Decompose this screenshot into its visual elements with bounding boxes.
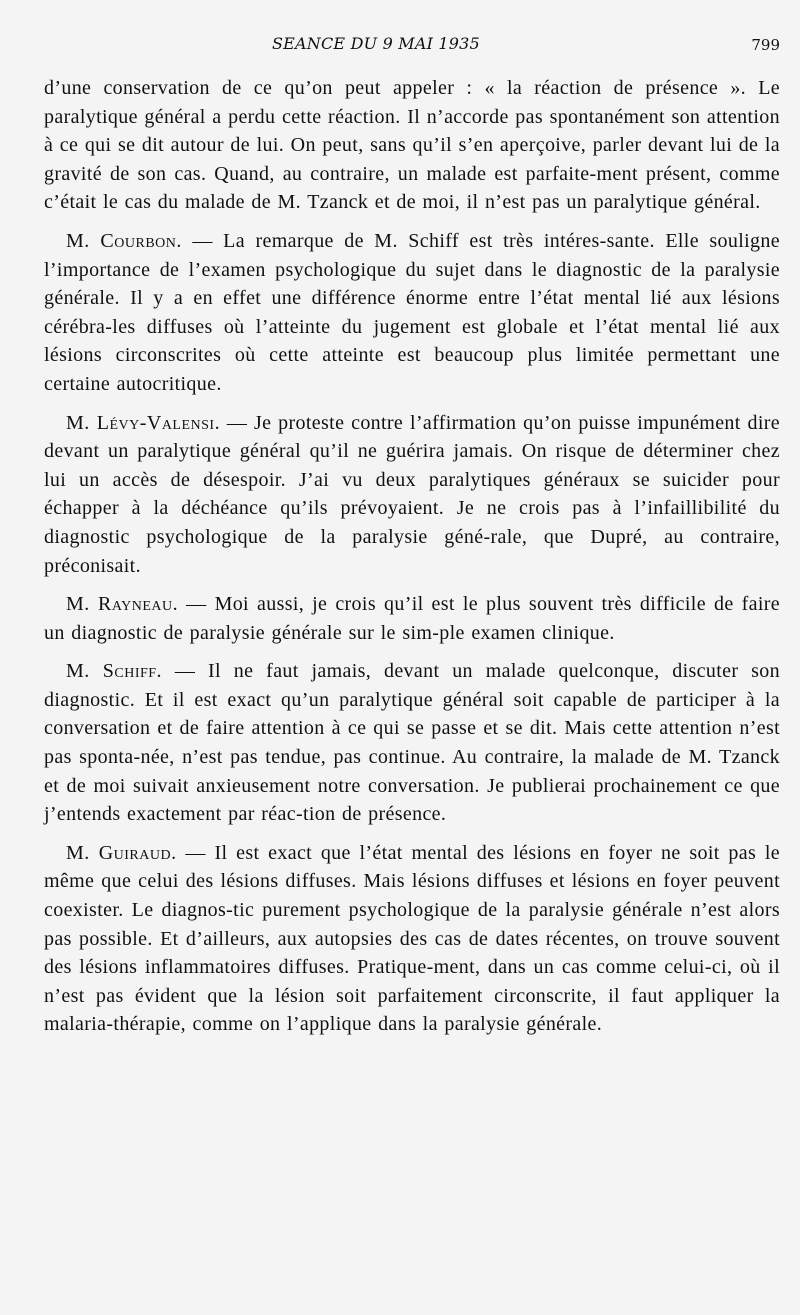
paragraph-levy-valensi (44, 409, 780, 581)
speaker-name: M. Rayneau. (66, 593, 179, 616)
paragraph-text: — Moi aussi, je crois qu’il est le plus souvent très difficile de faire un diagnostic de paralysie générale sur le sim-ple examen clinique. (44, 593, 780, 644)
paragraph-rayneau (44, 590, 780, 647)
paragraph-text: d’une conservation de ce qu’on peut appeler : « la réaction de présence ». Le paralytique général a perdu cette réaction. Il n’accorde pas spontanément son attention à ce qui se dit autour de lui. On peut, sans qu’il s’en aperçoive, parler devant lui de la gravité de son cas. Quand, au contraire, un malade est parfaite-ment présent, comme c’était le cas du malade de M. Tzanck et de moi, il n’est pas un paralytique général. (44, 77, 780, 214)
paragraph-schiff (44, 657, 780, 829)
speaker-name: M. Lévy-Valensi. (66, 411, 221, 434)
document-body (44, 74, 780, 1039)
paragraph-text: — Je proteste contre l’affirmation qu’on puisse impunément dire devant un paralytique général qu’il ne guérira jamais. On risque de déterminer chez lui un accès de désespoir. J’ai vu deux paralytiques généraux se suicider pour échapper à la déchéance qu’ils prévoyaient. Je ne crois pas à l’infaillibilité du diagnostic psychologique de la paralysie géné-rale, que Dupré, au contraire, préconisait. (44, 411, 780, 577)
paragraph-text: — Il est exact que l’état mental des lésions en foyer ne soit pas le même que celui des lésions diffuses. Mais lésions diffuses et lésions en foyer peuvent coexister. Le diagnos-tic purement psychologique de la paralysie générale n’est alors pas possible. Et d’ailleurs, aux autopsies des cas de dates récentes, on trouve souvent des lésions inflammatoires diffuses. Pratique-ment, dans un cas comme celui-ci, où il n’est pas évident que la lésion soit parfaitement circonscrite, il faut appliquer la malaria-thérapie, comme on l’applique dans la paralysie générale. (44, 841, 780, 1036)
speaker-name: M. Courbon. (66, 229, 182, 252)
page-header (0, 34, 800, 58)
paragraph-text: — La remarque de M. Schiff est très intéres-sante. Elle souligne l’importance de l’examen psychologique du sujet dans le diagnostic de la paralysie générale. Il y a en effet une différence énorme entre l’état mental lié aux lésions cérébra-les diffuses où l’atteinte du jugement est globale et l’état mental lié aux lésions circonscrites où cette atteinte est beaucoup plus limitée permettant une certaine autocritique. (44, 229, 780, 395)
paragraph-continuation (44, 74, 780, 217)
paragraph-guiraud (44, 839, 780, 1039)
paragraph-text: — Il ne faut jamais, devant un malade quelconque, discuter son diagnostic. Et il est exact qu’un paralytique général soit capable de participer à la conversation et de faire attention à ce qui se passe et se dit. Mais cette attention n’est pas sponta-née, n’est pas tendue, pas continue. Au contraire, la malade de M. Tzanck et de moi suivait anxieusement notre conversation. Je publierai prochainement ce que j’entends exactement par réac-tion de présence. (44, 660, 780, 826)
speaker-name: M. Guiraud. (66, 841, 177, 864)
running-title: SEANCE DU 9 MAI 1935 (272, 34, 480, 53)
speaker-name: M. Schiff. (66, 660, 163, 683)
page-number: 799 (751, 36, 780, 54)
paragraph-courbon (44, 227, 780, 399)
